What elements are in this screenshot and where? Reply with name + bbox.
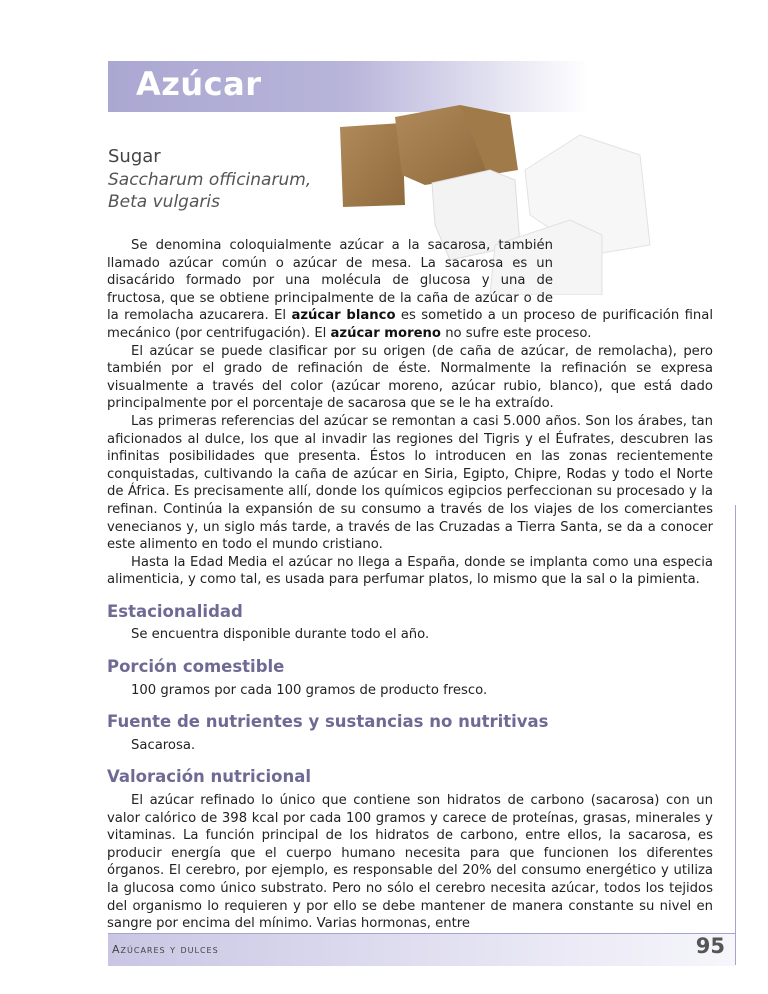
page-footer <box>108 933 735 966</box>
article-body <box>107 237 713 933</box>
section-text: Se encuentra disponible durante todo el año. <box>131 627 430 643</box>
margin-rule <box>735 505 736 965</box>
scientific-name-1: Saccharum officinarum, <box>108 170 312 190</box>
intro-paragraph-4: Hasta la Edad Media el azúcar no llega a España, donde se implanta como una especia alimenticia, y como tal, es usada para perfumar platos, lo mismo que la sal o la pimienta. <box>107 554 713 588</box>
section-text: El azúcar refinado lo único que contiene son hidratos de carbono (sacarosa) con un valor calórico de 398 kcal por cada 100 gramos y carece de proteínas, grasas, minerales y vitaminas. La función principal de los hidratos de carbono, entre ellos, la sacarosa, es producir energía que el cuerpo humano necesita para que funcionen los diferentes órganos. El cerebro, por ejemplo, es responsable del 20% del consumo energético y utiliza la glucosa como único substrato. Pero no sólo el cerebro necesita azúcar, todos los tejidos del organismo lo requieren y por ello se debe mantener de manera constante su nivel en sangre por encima del mínimo. Varias hormonas, entre <box>107 793 713 932</box>
bold-term: azúcar moreno <box>330 325 441 341</box>
intro-paragraph-2: El azúcar se puede clasificar por su origen (de caña de azúcar, de remolacha), pero también por el grado de refinación de éste. Normalmente la refinación se expresa visualmente a través del color (azúcar moreno, azúcar rubio, blanco), que está dado principalmente por el porcentaje de sacarosa que se le ha extraído. <box>107 343 713 412</box>
page-title: Azúcar <box>136 65 262 103</box>
food-names <box>108 146 311 213</box>
bold-term: azúcar blanco <box>291 308 396 324</box>
footer-section-title: Azúcares y dulces <box>112 943 219 956</box>
scientific-name-2: Beta vulgaris <box>108 192 220 212</box>
section-heading: Porción comestible <box>107 657 285 677</box>
text: no sufre este proceso. <box>441 325 592 341</box>
intro-paragraph-3: Las primeras referencias del azúcar se remontan a casi 5.000 años. Son los árabes, tan aficionados al dulce, los que al invadir las regiones del Tigris y el Éufrates, descubren las infinitas posibilidades que presenta. Éstos lo introducen en las zonas recientemente conquistadas, cultivando la caña de azúcar en Siria, Egipto, Chipre, Rodas y todo el Norte de África. Es precisamente allí, donde los químicos egipcios perfeccionan su procesado y la refinan. Continúa la expansión de su consumo a través de los viajes de los comerciantes venecianos y, un siglo más tarde, a través de las Cruzadas a Tierra Santa, se da a conocer este alimento en todo el mundo cristiano. <box>107 413 713 553</box>
page-number: 95 <box>695 934 725 958</box>
text: Se denomina coloquialmente azúcar a la sacarosa, también llamado azúcar común o azúcar de mesa. La sacarosa es un disacárido formado por una molécula de glucosa y una de fructosa, que se obtiene principalmente de la caña de azúcar o de la remolacha azucarera. El <box>107 238 553 324</box>
section-heading: Estacionalidad <box>107 601 243 621</box>
english-name: Sugar <box>108 146 161 167</box>
section-heading: Valoración nutricional <box>107 767 312 787</box>
text: es sometido a un proceso de purificación final mecánico (por centrifugación). El <box>107 308 713 341</box>
section-text: Sacarosa. <box>131 737 196 753</box>
section-text: 100 gramos por cada 100 gramos de producto fresco. <box>131 682 488 698</box>
section-heading: Fuente de nutrientes y sustancias no nutritivas <box>107 712 549 732</box>
